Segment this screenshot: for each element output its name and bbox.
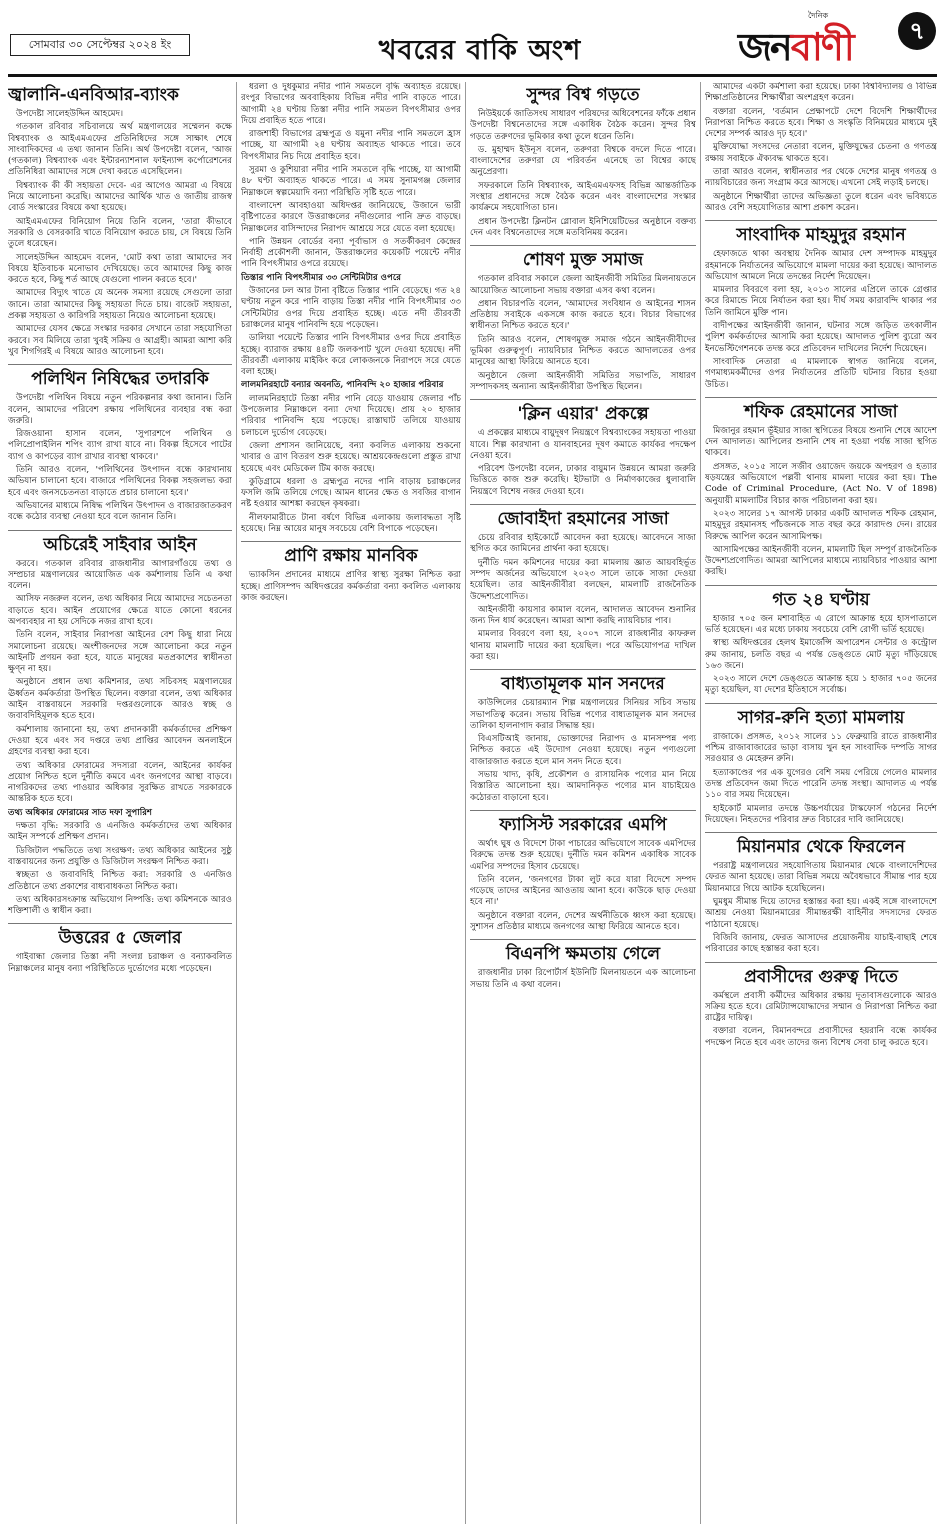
story-jalani (8, 85, 232, 358)
paragraph: কাউন্সিলের চেয়ারম্যান শিল্প মন্ত্রণালয়ের সিনিয়র সচিব সভায় সভাপতিত্ব করেন। সভায় বিভিন্ন পণ্যের বাধ্যতামূলক মান সনদের তালিকা হালনাগাদ করার সিদ্ধান্ত হয়। (470, 698, 696, 731)
story-polythene (8, 369, 232, 523)
story-body (705, 732, 937, 826)
paragraph: সালেহউদ্দিন আহমেদ বলেন, 'মোট কথা তারা আমাদের সব বিষয়ে ইতিবাচক মনোভাব দেখিয়েছে। তবে আমাদের কিছু কাজ করতে হবে, কিছু শর্ত আছে যেগুলো পালন করতে হবে।' (8, 252, 232, 286)
paragraph: বক্তারা বলেন, বিমানবন্দরে প্রবাসীদের হয়রানি বন্ধে কার্যকর পদক্ষেপ নিতে হবে এবং তাদের জন্য বিশেষ সেবা চালু করতে হবে। (705, 1026, 937, 1048)
paragraph: আসামিপক্ষের আইনজীবী বলেন, মামলাটি ছিল সম্পূর্ণ রাজনৈতিক উদ্দেশ্যপ্রণোদিত। আমরা আপিলের মাধ্যমে ন্যায়বিচার পাওয়ার আশা করছি। (705, 544, 937, 578)
paragraph: অনুষ্ঠানে প্রধান তথ্য কমিশনার, তথ্য সচিবসহ মন্ত্রণালয়ের ঊর্ধ্বতন কর্মকর্তারা উপস্থিত ছিলেন। বক্তারা বলেন, তথ্য অধিকার আইন বাস্তবায়নে সরকারি দপ্তরগুলোকে আরও স্বচ্ছ ও জবাবদিহিমূলক হতে হবে। (8, 677, 232, 722)
paragraph: তথ্য অধিকার ফোরামের সদস্যরা বলেন, আইনের কার্যকর প্রয়োগ নিশ্চিত হলে দুর্নীতি কমবে এবং জনগণের আস্থা বাড়বে। নাগরিকদের তথ্য পাওয়ার অধিকার সুরক্ষিত রাখতে সরকারকে আন্তরিক হতে হবে। (8, 760, 232, 805)
story-headline: বিএনপি ক্ষমতায় গেলে (505, 944, 661, 965)
paragraph: চেয়ে রবিবার হাইকোর্টে আবেদন করা হয়েছে। আবেদনে সাজা স্থগিত করে জামিনের প্রার্থনা করা হয়েছে। (470, 533, 696, 555)
story-body (8, 393, 232, 523)
story-headline: প্রবাসীদের গুরুত্ব দিতে (744, 966, 898, 987)
story-divider (470, 939, 696, 940)
story-bnp (470, 944, 696, 991)
paragraph: আইনজীবী কায়সার কামাল বলেন, আদালত আবেদন শুনানির জন্য দিন ধার্য করেছেন। আমরা আশা করছি ন্যায়বিচার পাব। (470, 604, 696, 627)
paragraph: বিএসটিআই জানায়, ভোক্তাদের নিরাপদ ও মানসম্পন্ন পণ্য নিশ্চিত করতে এই উদ্যোগ নেওয়া হয়েছে। নতুন পণ্যগুলো বাজারজাত করতে হলে মান সনদ নিতে হবে। (470, 734, 696, 767)
paragraph: তথ্য অধিকারসংক্রান্ত অভিযোগ নিষ্পত্তি: তথ্য কমিশনকে আরও শক্তিশালী ও স্বাধীন করা। (8, 894, 232, 917)
masthead-rule (8, 74, 937, 77)
story-mahmudur (705, 225, 937, 391)
paragraph: অনুষ্ঠানে বক্তারা বলেন, দেশের অর্থনীতিকে ধ্বংস করা হয়েছে। সুশাসন প্রতিষ্ঠার মাধ্যমে জনগণের আস্থা ফিরিয়ে আনতে হবে। (470, 910, 696, 933)
paragraph: পররাষ্ট্র মন্ত্রণালয়ের সহযোগিতায় মিয়ানমার থেকে বাংলাদেশিদের ফেরত আনা হয়েছে। তারা বিভিন্ন সময়ে অবৈধভাবে সীমান্ত পার হয়ে মিয়ানমারে গিয়ে আটক হয়েছিলেন। (705, 861, 937, 894)
paragraph: অর্থাৎ ঘুষ ও বিদেশে টাকা পাচারের অভিযোগে সাবেক এমপিদের বিরুদ্ধে তদন্ত শুরু হয়েছে। দুর্নীতি দমন কমিশন একাধিক সাবেক এমপির সম্পদের হিসাব চেয়েছে। (470, 838, 696, 872)
paragraph: তারা আরও বলেন, স্বাধীনতার পর থেকে দেশের মানুষ গণতন্ত্র ও ন্যায়বিচারের জন্য সংগ্রাম করে আসছে। এখনো সেই লড়াই চলছে। (705, 167, 937, 189)
story-divider (470, 810, 696, 811)
story-clean-air (470, 404, 696, 498)
story-headline: সাংবাদিক মাহমুদুর রহমান (736, 225, 906, 246)
story-headline: জোবাইদা রহমানের সাজা (497, 509, 669, 530)
logo-daily-label: দৈনিক (808, 11, 829, 20)
story-headline: শফিক রেহমানের সাজা (744, 401, 898, 422)
paragraph: রিজওয়ানা হাসান বলেন, 'সুপারশপে পলিথিন ও পলিপ্রোপাইলিন শপিং ব্যাগ রাখা যাবে না। বিকল্প হিসেবে পাটের ব্যাগ ও কাপড়ের ব্যাগ রাখার ব্যবস্থা থাকবে।' (8, 429, 232, 462)
paragraph: গাইবান্ধা জেলার তিস্তা নদী সংলগ্ন চরাঞ্চল ও বন্যাকবলিত নিম্নাঞ্চলের মানুষ বন্যা পরিস্থিতিতে দুর্ভোগের মধ্যে পড়েছেন। (8, 952, 232, 974)
paragraph: বাংলাদেশ আবহাওয়া অধিদপ্তর জানিয়েছে, উজানে ভারী বৃষ্টিপাতের কারণে উত্তরাঞ্চলের নদীগুলোর পানি দ্রুত বাড়ছে। নিম্নাঞ্চলের বাসিন্দাদের নিরাপদ আশ্রয়ে সরে যেতে বলা হয়েছে। (241, 200, 461, 234)
story-body (470, 839, 696, 933)
story-headline: সাগর-রুনি হত্যা মামলায় (737, 707, 905, 728)
story-headline: সুন্দর বিশ্ব গড়তে (526, 85, 640, 105)
column-divider (700, 82, 701, 1524)
paragraph: তিনি বলেন, 'জনগণের টাকা লুট করে যারা বিদেশে সম্পদ গড়েছে তাদের আইনের আওতায় আনা হবে। কাউকে ছাড় দেওয়া হবে না।' (470, 874, 696, 908)
paragraph: লালমনিরহাটে তিস্তা নদীর পানি বেড়ে যাওয়ায় জেলার পাঁচ উপজেলার নিম্নাঞ্চলে বন্যা দেখা দিয়েছে। প্রায় ২০ হাজার পরিবার পানিবন্দি হয়ে পড়েছে। রাস্তাঘাট তলিয়ে যাওয়ায় চলাচলে দুর্ভোগ বেড়েছে। (241, 393, 461, 438)
paragraph: কর্মস্থলে প্রবাসী কর্মীদের অধিকার রক্ষায় দূতাবাসগুলোকে আরও সক্রিয় হতে হবে। রেমিট্যান্সযোদ্ধাদের সম্মান ও নিরাপত্তা নিশ্চিত করা রাষ্ট্রের দায়িত্ব। (705, 990, 937, 1024)
paragraph: ধরলা ও দুধকুমার নদীর পানি সমতলে বৃদ্ধি অব্যাহত রয়েছে। রংপুর বিভাগের অববাহিকায় বিভিন্ন নদীর পানি বাড়তে পারে। আগামী ২৪ ঘণ্টায় তিস্তা নদীর পানি সমতল বিপৎসীমার ওপর দিয়ে প্রবাহিত হতে পারে। (241, 82, 461, 126)
paragraph: স্বাস্থ্য অধিদপ্তরের হেলথ ইমার্জেন্সি অপারেশন সেন্টার ও কন্ট্রোল রুম জানায়, চলতি বছর এ পর্যন্ত ডেঙ্গুতে মোট মৃত্যু দাঁড়িয়েছে ১৬৩ জনে। (705, 638, 937, 671)
paragraph: হত্যাকাণ্ডের পর এক যুগেরও বেশি সময় পেরিয়ে গেলেও মামলার তদন্ত প্রতিবেদন জমা দিতে পারেনি তদন্ত সংস্থা। আদালত এ পর্যন্ত ১১০ বার সময় দিয়েছেন। (705, 767, 937, 801)
paragraph: পরিবেশ উপদেষ্টা বলেন, ঢাকার বায়ুমান উন্নয়নে আমরা জরুরি ভিত্তিতে কাজ শুরু করেছি। ইটভাটা ও নির্মাণকাজের ধুলাবালি নিয়ন্ত্রণে বিশেষ নজর দেওয়া হবে। (470, 464, 696, 497)
story-headline: পলিথিন নিষিদ্ধের তদারকি (31, 369, 209, 390)
paragraph: মিজানুর রহমান ভূঁইয়ার সাজা স্থগিতের বিষয়ে শুনানি শেষে আদেশ দেন আদালত। আপিলের শুনানি শেষ না হওয়া পর্যন্ত সাজা স্থগিত থাকবে। (705, 425, 937, 459)
paragraph: আমাদের একটা কর্মশালা করা হয়েছে। ঢাকা বিশ্ববিদ্যালয় ও বিভিন্ন শিক্ষাপ্রতিষ্ঠানের শিক্ষার্থীরা অংশগ্রহণ করেন। (705, 82, 937, 104)
paragraph: সাংবাদিক নেতারা এ মামলাকে স্বাগত জানিয়ে বলেন, গণমাধ্যমকর্মীদের ওপর নির্যাতনের প্রতিটি ঘটনার বিচার হওয়া উচিত। (705, 356, 937, 390)
paragraph: নিউইয়র্কে জাতিসংঘ সাধারণ পরিষদের অধিবেশনের ফাঁকে প্রধান উপদেষ্টা বিশ্বনেতাদের সঙ্গে একাধিক বৈঠক করেন। সুন্দর বিশ্ব গড়তে তরুণদের ভূমিকার কথা তুলে ধরেন তিনি। (470, 109, 696, 142)
paragraph: অভিযানের মাধ্যমে নিষিদ্ধ পলিথিন উৎপাদন ও বাজারজাতকরণ বন্ধে কঠোর ব্যবস্থা নেওয়া হবে বলে জানান তিনি। (8, 500, 232, 523)
story-kirgizstan (705, 82, 937, 214)
story-body (470, 968, 696, 991)
paragraph: ভ্যাকসিন প্রদানের মাধ্যমে প্রাণির স্বাস্থ্য সুরক্ষা নিশ্চিত করা হচ্ছে। প্রাণিসম্পদ অধিদপ্তরের কর্মকর্তারা বন্যা কবলিত এলাকায় কাজ করছেন। (241, 570, 461, 603)
story-divider (8, 923, 232, 924)
paragraph: ড. মুহাম্মদ ইউনূস বলেন, তরুণরা বিশ্বকে বদলে দিতে পারে। বাংলাদেশের তরুণরা যে পরিবর্তন এনেছে তা বিশ্বের কাছে অনুপ্রেরণা। (470, 144, 696, 178)
story-divider (705, 220, 937, 221)
story-animal (241, 546, 461, 604)
story-headline: 'ক্লিন এয়ার' প্রকল্পে (517, 404, 649, 425)
story-divider (470, 245, 696, 246)
story-body (241, 570, 461, 604)
paragraph: তিনি আরও বলেন, শোষণমুক্ত সমাজ গঠনে আইনজীবীদের ভূমিকা গুরুত্বপূর্ণ। ন্যায়বিচার নিশ্চিত করতে আদালতের ওপর মানুষের আস্থা ফিরিয়ে আনতে হবে। (470, 334, 696, 368)
paragraph: প্রধান বিচারপতি বলেন, 'আমাদের সংবিধান ও আইনের শাসন প্রতিষ্ঠায় সবাইকে একসঙ্গে কাজ করতে হবে। বিচার বিভাগের স্বাধীনতা নিশ্চিত করতে হবে।' (470, 298, 696, 332)
story-divider (470, 399, 696, 400)
subheading: তথ্য অধিকার ফোরামের সাত দফা সুপারিশ (8, 807, 153, 818)
story-shafiq (705, 402, 937, 579)
story-headline: অচিরেই সাইবার আইন (43, 534, 197, 555)
column-4 (705, 82, 937, 1524)
story-body (705, 614, 937, 697)
paragraph: হাজার ৭০৫ জন মশাবাহিত এ রোগে আক্রান্ত হয়ে হাসপাতালে ভর্তি হয়েছেন। এর মধ্যে ঢাকায় সবচেয়ে বেশি রোগী ভর্তি হয়েছে। (705, 613, 937, 635)
paragraph: ডালিয়া পয়েন্টে তিস্তার পানি বিপৎসীমার ওপর দিয়ে প্রবাহিত হচ্ছে। ব্যারাজ রক্ষায় ৪৪টি জলকপাট খুলে দেওয়া হয়েছে। নদী তীরবর্তী এলাকায় মাইকিং করে লোকজনকে নিরাপদে সরে যেতে বলা হচ্ছে। (241, 333, 461, 378)
story-body (705, 82, 937, 214)
logo-name-part1: জন (738, 25, 791, 69)
story-body (8, 559, 232, 918)
paragraph: হেফাজতে থাকা অবস্থায় দৈনিক আমার দেশ সম্পাদক মাহমুদুর রহমানকে নির্যাতনের অভিযোগে মামলা দায়ের করা হয়েছে। আদালত অভিযোগ আমলে নিয়ে তদন্তের নির্দেশ দিয়েছেন। (705, 249, 937, 282)
paragraph: অনুষ্ঠানে শিক্ষার্থীরা তাদের অভিজ্ঞতা তুলে ধরেন এবং ভবিষ্যতে আরও বেশি সহযোগিতার আশা প্রকাশ করেন। (705, 191, 937, 213)
newspaper-logo (730, 4, 940, 76)
paragraph: কুড়িগ্রামে ধরলা ও ব্রহ্মপুত্র নদের পানি বাড়ায় চরাঞ্চলের ফসলি জমি তলিয়ে গেছে। আমন ধানের ক্ষেত ও সবজির বাগান নষ্ট হওয়ার আশঙ্কা করছেন কৃষকরা। (241, 476, 461, 510)
section-title: খবরের বাকি অংশ (378, 35, 582, 66)
paragraph: তিনি বলেন, সাইবার নিরাপত্তা আইনের বেশ কিছু ধারা নিয়ে সমালোচনা রয়েছে। অংশীজনদের সঙ্গে আলোচনা করে নতুন আইনটি প্রণয়ন করা হবে, যাতে মানুষের মতপ্রকাশের স্বাধীনতা ক্ষুণ্ন না হয়। (8, 630, 232, 675)
story-body (470, 698, 696, 804)
paragraph: রাজশাহী বিভাগের ব্রহ্মপুত্র ও যমুনা নদীর পানি সমতলে হ্রাস পাচ্ছে, যা আগামী ২৪ ঘণ্টায় অব্যাহত থাকতে পারে। তবে বিপৎসীমার নিচ দিয়ে প্রবাহিত হবে। (241, 129, 461, 162)
story-world (470, 85, 696, 239)
paragraph: বিজিবি জানায়, ফেরত আসাদের প্রয়োজনীয় যাচাই-বাছাই শেষে পরিবারের কাছে হস্তান্তর করা হবে। (705, 932, 937, 955)
paragraph: প্রসঙ্গত, ২০১৫ সালে সজীব ওয়াজেদ জয়কে অপহরণ ও হত্যার ষড়যন্ত্রের অভিযোগে পল্লবী থানায় মামলা দায়ের করা হয়। The Code of Criminal Procedure, (Act No. V of 1898) অনুযায়ী মামলাটির বিচার কাজ পরিচালনা করা হয়। (705, 461, 937, 506)
story-headline: জ্বালানি-এনবিআর-ব্যাংক (8, 85, 179, 105)
column-divider (236, 82, 237, 1524)
story-myanmar (705, 837, 937, 955)
paragraph: মামলার বিবরণে বলা হয়, ২০০৭ সালে রাজধানীর কাফরুল থানায় মামলাটি দায়ের করা হয়েছিল। পরে অভিযোগপত্র দাখিল করা হয়। (470, 629, 696, 662)
story-body (705, 991, 937, 1049)
logo-name-part2: বাণী (790, 25, 853, 69)
paragraph: নীলফামারীতে টানা বর্ষণে বিভিন্ন এলাকায় জলাবদ্ধতা সৃষ্টি হয়েছে। নিম্ন আয়ের মানুষ সবচেয়ে বেশি বিপাকে পড়েছেন। (241, 512, 461, 534)
paragraph: তিনি আরও বলেন, 'পলিথিনের উৎপাদন বন্ধে কারখানায় অভিযান চালানো হবে। বাজারে পলিথিনের বিকল্প সহজলভ্য করা হবে এবং জনসচেতনতা বাড়াতে প্রচার চালানো হবে।' (8, 465, 232, 498)
paragraph: উজানের ঢল আর টানা বৃষ্টিতে তিস্তার পানি বেড়েছে। গত ২৪ ঘণ্টায় নতুন করে পানি বাড়ায় তিস্তা নদীর পানি বিপৎসীমার ৩৩ সেন্টিমিটার ওপর দিয়ে প্রবাহিত হচ্ছে। এতে নদী তীরবর্তী চরাঞ্চলের মানুষ পানিবন্দি হয়ে পড়েছেন। (241, 286, 461, 330)
paragraph: সুরমা ও কুশিয়ারা নদীর পানি সমতলে বৃদ্ধি পাচ্ছে, যা আগামী ৪৮ ঘণ্টা অব্যাহত থাকতে পারে। এ সময় সুনামগঞ্জ জেলার নিম্নাঞ্চলে স্বল্পমেয়াদি বন্যা পরিস্থিতি সৃষ্টি হতে পারে। (241, 165, 461, 198)
column-1 (8, 82, 232, 1524)
paragraph: মামলার বিবরণে বলা হয়, ২০১৩ সালের এপ্রিলে তাকে গ্রেপ্তার করে রিমান্ডে নিয়ে নির্যাতন করা হয়। দীর্ঘ সময় কারাবন্দি থাকার পর তিনি জামিনে মুক্তি পান। (705, 285, 937, 318)
story-cyber (8, 535, 232, 918)
column-3 (470, 82, 696, 1524)
story-body (8, 109, 232, 358)
story-body (705, 249, 937, 391)
paragraph: বক্তারা বলেন, 'বর্তমান প্রেক্ষাপটে দেশে বিদেশি শিক্ষার্থীদের নিরাপত্তা নিশ্চিত করতে হবে। শিক্ষা ও সংস্কৃতি বিনিময়ের মাধ্যমে দুই দেশের সম্পর্ক আরও দৃঢ় হবে।' (705, 106, 937, 140)
paragraph: জেলা প্রশাসন জানিয়েছে, বন্যা কবলিত এলাকায় শুকনো খাবার ও ত্রাণ বিতরণ শুরু হয়েছে। আশ্রয়কেন্দ্রগুলো প্রস্তুত রাখা হয়েছে এবং মেডিকেল টিম কাজ করছে। (241, 440, 461, 474)
story-last24 (705, 590, 937, 697)
page-number-badge: ৭ (898, 12, 936, 50)
story-divider (705, 397, 937, 398)
paragraph: ডিজিটাল পদ্ধতিতে তথ্য সংরক্ষণ: তথ্য অধিকার আইনের সুষ্ঠু বাস্তবায়নের জন্য প্রযুক্তি ও ডিজিটাল সংরক্ষণ নিশ্চিত করা। (8, 845, 232, 867)
story-shoshon (470, 250, 696, 393)
subheading: তিস্তার পানি বিপৎসীমার ৩৩ সেন্টিমিটার ওপরে (241, 272, 402, 283)
paragraph: রাজাকে। প্রসঙ্গত, ২০১২ সালের ১১ ফেব্রুয়ারি রাতে রাজধানীর পশ্চিম রাজাবাজারের ভাড়া বাসায় খুন হন সাংবাদিক দম্পতি সাগর সরওয়ার ও মেহেরুন রুনি। (705, 731, 937, 765)
story-divider (470, 504, 696, 505)
story-divider (705, 703, 937, 704)
paragraph: উপদেষ্টা সালেহউদ্দিন আহমেদ। (16, 109, 124, 119)
story-divider (8, 530, 232, 531)
paragraph: ঘুমধুম সীমান্ত দিয়ে তাদের হস্তান্তর করা হয়। একই সঙ্গে বাংলাদেশে আশ্রয় নেওয়া মিয়ানমারের সীমান্তরক্ষী বাহিনীর সদস্যদের ফেরত পাঠানো হয়েছে। (705, 897, 937, 930)
paragraph: রাজধানীর ঢাকা রিপোর্টার্স ইউনিটি মিলনায়তনে এক আলোচনা সভায় তিনি এ কথা বলেন। (470, 968, 696, 990)
subheading: লালমনিরহাটে বন্যার অবনতি, পানিবন্দি ২০ হাজার পরিবার (241, 380, 444, 391)
story-flood (241, 82, 461, 535)
paragraph: পানি উন্নয়ন বোর্ডের বন্যা পূর্বাভাস ও সতর্কীকরণ কেন্দ্রের নির্বাহী প্রকৌশলী জানান, উত্তরাঞ্চলের কয়েকটি পয়েন্টে নদীর পানি বিপৎসীমার ওপরে রয়েছে। (241, 236, 461, 270)
story-headline: প্রাণি রক্ষায় মানবিক (284, 546, 418, 567)
logo-name (738, 18, 853, 82)
paragraph: সভায় খাদ্য, কৃষি, প্রকৌশল ও রাসায়নিক পণ্যের মান নিয়ে বিস্তারিত আলোচনা হয়। আমদানিকৃত পণ্যের মান যাচাইয়েও কঠোরতা বাড়ানো হবে। (470, 770, 696, 803)
story-headline: শোষণ মুক্ত সমাজ (522, 250, 644, 271)
date-box: সোমবার ৩০ সেপ্টেম্বর ২০২৪ ইং (10, 34, 190, 56)
story-body (470, 109, 696, 239)
story-body (470, 533, 696, 663)
story-headline: বাধ্যতামূলক মান সনদের (501, 674, 665, 695)
paragraph: হাইকোর্ট মামলার তদন্তে উচ্চপর্যায়ের টাস্কফোর্স গঠনের নির্দেশ দিয়েছেন। নিহতদের পরিবার দ্রুত বিচারের দাবি জানিয়েছে। (705, 803, 937, 825)
paragraph: অনুষ্ঠানে জেলা আইনজীবী সমিতির সভাপতি, সাধারণ সম্পাদকসহ অন্যান্য আইনজীবীরা উপস্থিত ছিলেন। (470, 370, 696, 392)
paragraph: উপদেষ্টা পলিথিন বিষয়ে নতুন পরিকল্পনার কথা জানান। তিনি বলেন, আমাদের পরিবেশ রক্ষায় পলিথিনের ব্যবহার বন্ধ করা জরুরি। (8, 393, 232, 426)
paragraph: এ প্রকল্পের মাধ্যমে বায়ুদূষণ নিয়ন্ত্রণে বিশ্বব্যাংকের সহায়তা পাওয়া যাবে। শিল্প কারখানা ও যানবাহনের দূষণ কমাতে কার্যকর পদক্ষেপ নেওয়া হবে। (470, 428, 696, 461)
story-headline: ফ্যাসিস্ট সরকারের এমপি (499, 814, 667, 835)
paragraph: মুক্তিযোদ্ধা সংসদের নেতারা বলেন, মুক্তিযুদ্ধের চেতনা ও গণতন্ত্র রক্ষায় সবাইকে ঐক্যবদ্ধ থাকতে হবে। (705, 142, 937, 164)
story-fascist (470, 815, 696, 933)
story-jobaida (470, 509, 696, 663)
paragraph: আমাদের বিদ্যুৎ খাতে যে অনেক সমস্যা রয়েছে সেগুলো তারা জানে। তারা আমাদের কিছু সহায়তা দিতে চায়। বাজেট সহায়তা, প্রকল্প সহায়তা ও কারিগরি সহায়তা নিয়েও আলোচনা হয়েছে। (8, 288, 232, 322)
paragraph: দক্ষতা বৃদ্ধি: সরকারি ও এনজিও কর্মকর্তাদের তথ্য অধিকার আইন সম্পর্কে প্রশিক্ষণ প্রদান। (8, 821, 232, 843)
story-divider (705, 832, 937, 833)
paragraph: দুর্নীতি দমন কমিশনের দায়ের করা মামলায় জ্ঞাত আয়বহির্ভূত সম্পদ অর্জনের অভিযোগে ২০২৩ সালে তাকে সাজা দেওয়া হয়েছিল। তার আইনজীবীরা বলছেন, মামলাটি রাজনৈতিক উদ্দেশ্যপ্রণোদিত। (470, 557, 696, 602)
story-badhyotamulok (470, 674, 696, 804)
paragraph: ২০২৩ সালে দেশে ডেঙ্গুতে আক্রান্ত হয়ে ১ হাজার ৭০৫ জনের মৃত্যু হয়েছিল, যা দেশের ইতিহাসে সর্বোচ্চ। (705, 674, 937, 696)
paragraph: কর্মশালায় জানানো হয়, তথ্য প্রদানকারী কর্মকর্তাদের প্রশিক্ষণ দেওয়া হবে এবং সব দপ্তরে তথ্য প্রাপ্তির আবেদন অনলাইনে গ্রহণের ব্যবস্থা করা হবে। (8, 724, 232, 758)
paragraph: গতকাল রবিবার সকালে জেলা আইনজীবী সমিতির মিলনায়তনে আয়োজিত আলোচনা সভায় বক্তারা এসব কথা বলেন। (470, 274, 696, 296)
column-divider (465, 82, 466, 1524)
story-body (470, 428, 696, 498)
story-north (8, 928, 232, 975)
story-body (8, 952, 232, 975)
story-sagar-runi (705, 708, 937, 826)
story-body (705, 861, 937, 955)
paragraph: আমাদের যেসব ক্ষেত্রে সংস্কার দরকার সেখানে তারা সহযোগিতা করবে। সব মিলিয়ে তারা খুবই সক্রিয় ও আগ্রহী। আমরা আশা করি খুব শিগগিরই এ বিষয়ে আরও আলোচনা হবে। (8, 324, 232, 357)
paragraph: আসিফ নজরুল বলেন, তথ্য অধিকার নিয়ে আমাদের সচেতনতা বাড়াতে হবে। আইন প্রয়োগের ক্ষেত্রে যাতে কোনো ধরনের অপব্যবহার না হয় সেদিকে নজর রাখা হবে। (8, 594, 232, 627)
story-headline: উত্তরের ৫ জেলার (58, 928, 182, 949)
story-body (705, 426, 937, 579)
paragraph: গতকাল রবিবার সচিবালয়ে অর্থ মন্ত্রণালয়ের সম্মেলন কক্ষে বিশ্বব্যাংক ও আইএমএফের প্রতিনিধিদের সঙ্গে সাক্ষাৎ শেষে সাংবাদিকদের এ তথ্য জানান তিনি। অর্থ উপদেষ্টা বলেন, 'আজ (গতকাল) বিশ্বব্যাংক এবং ইন্টারন্যাশনাল ফাইন্যান্স কর্পোরেশনের প্রতিনিধিরা আমাদের সঙ্গে দেখা করতে এসেছিলেন। (8, 122, 232, 178)
story-body (241, 82, 461, 535)
paragraph: আইএমএফের বিনিয়োগ নিয়ে তিনি বলেন, 'তারা কীভাবে সরকারি ও বেসরকারি খাতে বিনিয়োগ করতে চায়, সে বিষয়ে তিনি তুলে ধরেছেন। (8, 216, 232, 250)
story-divider (8, 364, 232, 365)
paragraph: সফরকালে তিনি বিশ্বব্যাংক, আইএমএফসহ বিভিন্ন আন্তর্জাতিক সংস্থার প্রধানদের সঙ্গে বৈঠক করেন এবং বাংলাদেশের সংস্কার কার্যক্রমে সহযোগিতা চান। (470, 180, 696, 214)
paragraph: প্রধান উপদেষ্টা ক্লিনটন গ্লোবাল ইনিশিয়েটিভের অনুষ্ঠানে বক্তব্য দেন এবং বিশ্বনেতাদের সঙ্গে মতবিনিময় করেন। (470, 216, 696, 238)
column-2 (241, 82, 461, 1524)
story-divider (705, 585, 937, 586)
paragraph: বাদীপক্ষের আইনজীবী জানান, ঘটনার সঙ্গে জড়িত তৎকালীন পুলিশ কর্মকর্তাদের আসামি করা হয়েছে। আদালত পুলিশ ব্যুরো অব ইনভেস্টিগেশনকে তদন্ত করে প্রতিবেদন দাখিলের নির্দেশ দিয়েছেন। (705, 321, 937, 354)
paragraph: করবে। গতকাল রবিবার রাজধানীর আগারগাঁওয়ে তথ্য ও সম্প্রচার মন্ত্রণালয়ের আয়োজিত এক কর্মশালায় তিনি এ কথা বলেন। (8, 558, 232, 592)
story-divider (705, 962, 937, 963)
paragraph: ২০২৩ সালের ১৭ আগস্ট ঢাকার একটি আদালত শফিক রেহমান, মাহমুদুর রহমানসহ পাঁচজনকে সাত বছর করে কারাদণ্ড দেন। রায়ের বিরুদ্ধে আপিল করেন আসামিপক্ষ। (705, 508, 937, 542)
story-headline: গত ২৪ ঘণ্টায় (772, 589, 870, 610)
paragraph: বিশ্বব্যাংক কী কী সহায়তা দেবে- এর আগেও আমরা এ বিষয়ে নিয়ে আলোচনা করেছি। আমাদের আর্থিক খাত ও জাতীয় রাজস্ব বোর্ড সংস্কারের বিষয়ে কথা হয়েছে। (8, 180, 232, 214)
masthead (0, 0, 945, 78)
story-headline: মিয়ানমার থেকে ফিরলেন (737, 837, 905, 858)
story-divider (241, 541, 461, 542)
story-probash (705, 967, 937, 1049)
story-body (470, 274, 696, 393)
paragraph: স্বচ্ছতা ও জবাবদিহি নিশ্চিত করা: সরকারি ও এনজিও প্রতিষ্ঠানে তথ্য প্রকাশের বাধ্যবাধকতা নিশ্চিত করা। (8, 870, 232, 892)
story-divider (470, 669, 696, 670)
